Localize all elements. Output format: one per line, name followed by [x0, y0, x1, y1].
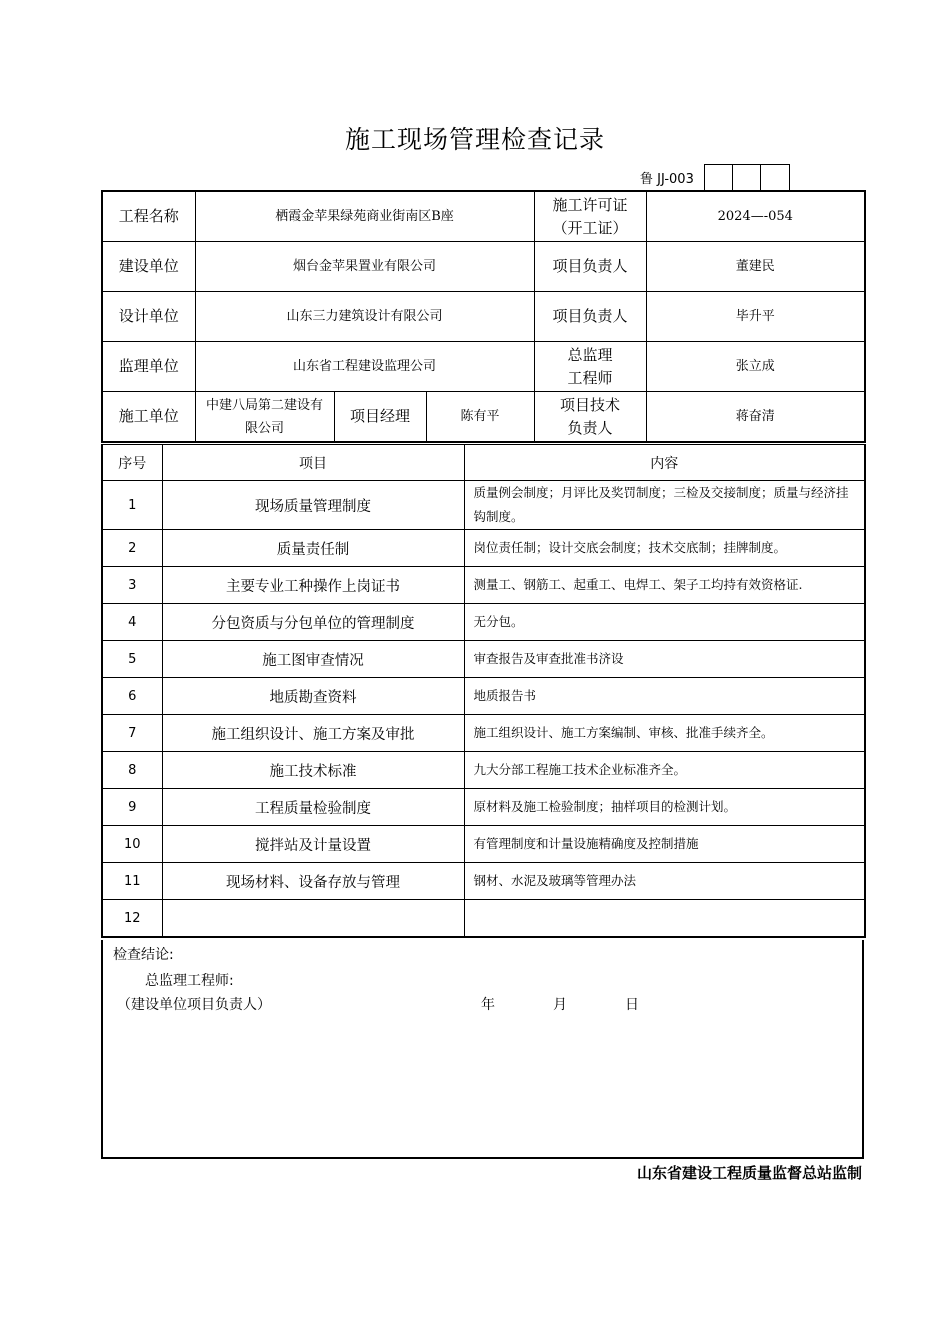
row-item: 施工技术标准	[162, 752, 464, 789]
tech-lead-value[interactable]: 蒋奋清	[646, 392, 865, 443]
form-code: 鲁 JJ-003	[640, 171, 694, 187]
permit-label-line1: 施工许可证	[552, 195, 628, 214]
row-no: 4	[102, 604, 162, 641]
row-no: 10	[102, 826, 162, 863]
row-content[interactable]: 九大分部工程施工技术企业标准齐全。	[464, 752, 865, 789]
checklist-row	[102, 789, 865, 826]
builder-manager-value[interactable]: 董建民	[646, 242, 865, 292]
designer-label: 设计单位	[102, 292, 195, 342]
code-box[interactable]	[733, 165, 761, 191]
contractor-line2: 限公司	[244, 420, 284, 436]
checklist-row	[102, 900, 865, 938]
row-no: 7	[102, 715, 162, 752]
pm-label: 项目经理	[334, 392, 426, 443]
checklist-row	[102, 752, 865, 789]
row-no: 1	[102, 481, 162, 530]
row-item: 工程质量检验制度	[162, 789, 464, 826]
permit-label	[534, 191, 646, 242]
checklist-row	[102, 863, 865, 900]
date-month-label: 月	[553, 997, 567, 1013]
row-content[interactable]: 有管理制度和计量设施精确度及控制措施	[464, 826, 865, 863]
builder-manager-sign-label: （建设单位项目负责人）	[117, 997, 271, 1013]
designer-manager-value[interactable]: 毕升平	[646, 292, 865, 342]
date-year-label: 年	[481, 997, 495, 1013]
row-item: 施工组织设计、施工方案及审批	[162, 715, 464, 752]
row-item	[162, 900, 464, 938]
code-box[interactable]	[705, 165, 733, 191]
row-item: 主要专业工种操作上岗证书	[162, 567, 464, 604]
row-item: 现场材料、设备存放与管理	[162, 863, 464, 900]
chief-engineer-label	[534, 342, 646, 392]
chief-engineer-value[interactable]: 张立成	[646, 342, 865, 392]
contractor-value[interactable]	[195, 392, 334, 443]
builder-value[interactable]: 烟台金苹果置业有限公司	[195, 242, 534, 292]
builder-label: 建设单位	[102, 242, 195, 292]
checklist-row	[102, 678, 865, 715]
row-no: 8	[102, 752, 162, 789]
checklist-row	[102, 481, 865, 530]
row-item: 现场质量管理制度	[162, 481, 464, 530]
header-no: 序号	[102, 445, 162, 481]
conclusion-box[interactable]	[101, 940, 864, 1159]
checklist-row	[102, 530, 865, 567]
tech-lead-label-line1: 项目技术	[560, 395, 621, 414]
row-no: 5	[102, 641, 162, 678]
row-no: 2	[102, 530, 162, 567]
row-no: 12	[102, 900, 162, 938]
tech-lead-label	[534, 392, 646, 443]
row-item: 分包资质与分包单位的管理制度	[162, 604, 464, 641]
conclusion-label: 检查结论:	[113, 947, 174, 963]
form-code-row	[640, 164, 790, 190]
builder-manager-label: 项目负责人	[534, 242, 646, 292]
pm-value[interactable]: 陈有平	[426, 392, 534, 443]
checklist-row	[102, 604, 865, 641]
designer-value[interactable]: 山东三力建筑设计有限公司	[195, 292, 534, 342]
permit-label-line2: （开工证）	[552, 218, 628, 237]
permit-no-value[interactable]: 2024—-054	[646, 191, 865, 242]
row-item: 质量责任制	[162, 530, 464, 567]
row-no: 9	[102, 789, 162, 826]
header-item: 项目	[162, 445, 464, 481]
row-no: 11	[102, 863, 162, 900]
row-content[interactable]: 施工组织设计、施工方案编制、审核、批准手续齐全。	[464, 715, 865, 752]
page-title: 施工现场管理检查记录	[344, 125, 605, 154]
checklist-row	[102, 715, 865, 752]
row-content[interactable]: 质量例会制度；月评比及奖罚制度；三检及交接制度；质量与经济挂钩制度。	[464, 481, 865, 530]
code-box[interactable]	[761, 165, 789, 191]
row-content[interactable]: 审查报告及审查批准书济设	[464, 641, 865, 678]
row-content[interactable]: 钢材、水泥及玻璃等管理办法	[464, 863, 865, 900]
supervisor-value[interactable]: 山东省工程建设监理公司	[195, 342, 534, 392]
row-item: 搅拌站及计量设置	[162, 826, 464, 863]
checklist-header-row	[102, 445, 865, 481]
designer-manager-label: 项目负责人	[534, 292, 646, 342]
row-content[interactable]: 原材料及施工检验制度；抽样项目的检测计划。	[464, 789, 865, 826]
checklist-row	[102, 641, 865, 678]
contractor-label: 施工单位	[102, 392, 195, 443]
contractor-line1: 中建八局第二建设有	[205, 397, 323, 413]
checklist-row	[102, 567, 865, 604]
issuer-footer: 山东省建设工程质量监督总站监制	[636, 1164, 862, 1182]
row-item: 施工图审查情况	[162, 641, 464, 678]
checklist-row	[102, 826, 865, 863]
chief-engineer-label-line2: 工程师	[567, 368, 613, 387]
row-content[interactable]	[464, 900, 865, 938]
row-no: 3	[102, 567, 162, 604]
form-code-boxes	[704, 164, 790, 191]
tech-lead-label-line2: 负责人	[567, 418, 613, 437]
row-content[interactable]: 测量工、钢筋工、起重工、电焊工、架子工均持有效资格证.	[464, 567, 865, 604]
row-no: 6	[102, 678, 162, 715]
date-day-label: 日	[625, 997, 639, 1013]
checklist-table	[101, 444, 866, 938]
project-info-table	[101, 190, 866, 443]
project-name-label: 工程名称	[102, 191, 195, 242]
row-content[interactable]: 地质报告书	[464, 678, 865, 715]
project-name-value[interactable]: 栖霞金苹果绿苑商业街南区B座	[195, 191, 534, 242]
chief-engineer-label-line1: 总监理	[567, 345, 613, 364]
header-content: 内容	[464, 445, 865, 481]
row-content[interactable]: 无分包。	[464, 604, 865, 641]
chief-engineer-sign-label: 总监理工程师:	[145, 973, 234, 989]
row-item: 地质勘查资料	[162, 678, 464, 715]
row-content[interactable]: 岗位责任制；设计交底会制度；技术交底制；挂牌制度。	[464, 530, 865, 567]
supervisor-label: 监理单位	[102, 342, 195, 392]
